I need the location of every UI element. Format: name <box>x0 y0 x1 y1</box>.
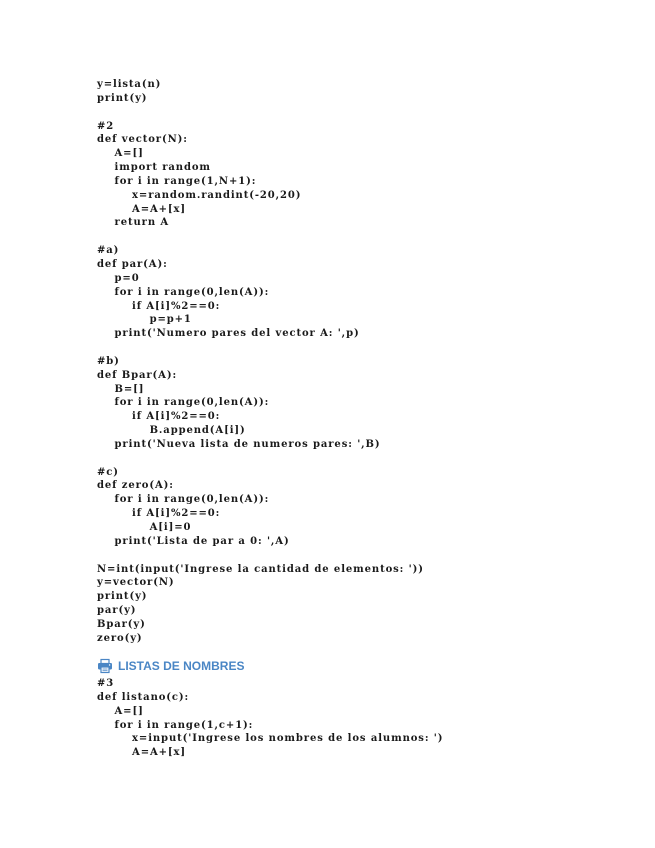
section-heading-text: LISTAS DE NOMBRES <box>118 659 245 673</box>
code-line: print('Numero pares del vector A: ',p) <box>97 328 360 340</box>
code-line: p=p+1 <box>97 314 192 326</box>
code-line <box>97 230 424 244</box>
code-line: def Bpar(A): <box>97 369 178 381</box>
code-line: x=random.randint(-20,20) <box>97 189 302 201</box>
code-line: print(y) <box>97 591 148 603</box>
code-line: for i in range(0,len(A)): <box>97 286 270 298</box>
code-line: A=A+[x] <box>97 203 187 215</box>
code-line: A=A+[x] <box>97 747 187 759</box>
code-line: y=vector(N) <box>97 577 175 589</box>
code-line: zero(y) <box>97 632 143 644</box>
code-line <box>97 106 424 120</box>
code-line: B.append(A[i]) <box>97 425 246 437</box>
code-line: N=int(input('Ingrese la cantidad de elementos: ')) <box>97 563 424 575</box>
code-block-bottom <box>97 677 443 760</box>
code-line: def par(A): <box>97 258 168 270</box>
code-block-top <box>97 78 424 646</box>
code-line: for i in range(1,c+1): <box>97 719 254 731</box>
code-line: p=0 <box>97 272 140 284</box>
code-line: def zero(A): <box>97 480 174 492</box>
code-line: Bpar(y) <box>97 618 146 630</box>
code-line: for i in range(0,len(A)): <box>97 494 270 506</box>
code-line <box>97 452 424 466</box>
code-line: def vector(N): <box>97 134 188 146</box>
code-line: #c) <box>97 466 119 478</box>
code-line <box>97 549 424 563</box>
code-line: A=[] <box>97 148 144 160</box>
code-line: for i in range(1,N+1): <box>97 175 257 187</box>
code-line <box>97 341 424 355</box>
code-line: print('Lista de par a 0: ',A) <box>97 535 290 547</box>
code-line: A=[] <box>97 705 144 717</box>
code-line: #b) <box>97 355 120 367</box>
code-line: def listano(c): <box>97 691 190 703</box>
code-line: print('Nueva lista de numeros pares: ',B) <box>97 438 381 450</box>
code-line: par(y) <box>97 605 137 617</box>
code-line: #a) <box>97 245 120 257</box>
code-line: if A[i]%2==0: <box>97 411 221 423</box>
code-line: y=lista(n) <box>97 79 162 90</box>
code-line: #2 <box>97 120 115 132</box>
code-line: B=[] <box>97 383 145 395</box>
code-line: #3 <box>97 678 115 689</box>
code-line: for i in range(0,len(A)): <box>97 397 270 409</box>
code-line: A[i]=0 <box>97 522 192 533</box>
code-line: if A[i]%2==0: <box>97 508 221 520</box>
code-line: import random <box>97 162 211 174</box>
code-line: return A <box>97 217 170 229</box>
code-line: if A[i]%2==0: <box>97 300 221 312</box>
code-line: print(y) <box>97 92 148 104</box>
code-line: x=input('Ingrese los nombres de los alumnos: ') <box>97 733 444 745</box>
printer-icon <box>97 658 113 674</box>
section-heading <box>97 657 244 675</box>
